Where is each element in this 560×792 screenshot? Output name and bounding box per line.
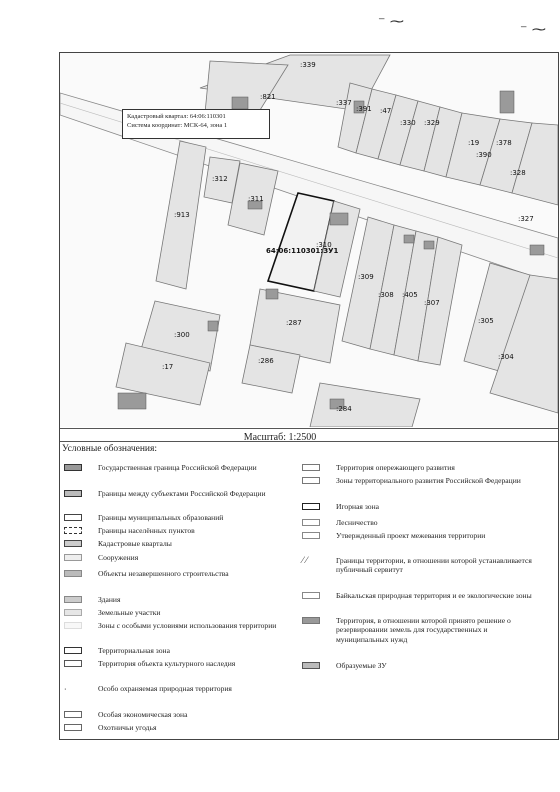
advanced-development-icon: [302, 464, 320, 471]
subject-border-icon: [64, 490, 82, 497]
map-scale: Масштаб: 1:2500: [243, 432, 317, 443]
handwritten-mark: ⁻ ⁓: [520, 22, 546, 38]
municipal-border-icon: [64, 514, 82, 521]
label-329: :329: [424, 119, 440, 127]
building: [266, 289, 278, 299]
land-plot-icon: [64, 609, 82, 616]
building: [118, 393, 146, 409]
label-307: :307: [424, 299, 440, 307]
settlement-border-icon: [64, 527, 82, 534]
reservation-icon: [302, 617, 320, 624]
label-zu1: 64:06:110301:ЗУ1: [266, 247, 339, 255]
label-287: :287: [286, 319, 302, 327]
cultural-heritage-icon: [64, 660, 82, 667]
building: [232, 97, 248, 109]
handwritten-mark: ⁻ ⁓: [378, 14, 404, 30]
servitude-icon: ⁄ ⁄: [302, 555, 308, 565]
label-47: :47: [380, 107, 392, 115]
building: [424, 241, 434, 249]
territorial-zone-icon: [64, 647, 82, 654]
divider: [60, 428, 558, 429]
label-310: :310: [316, 241, 332, 249]
label-390: :390: [476, 151, 492, 159]
divider: [60, 441, 558, 442]
label-286: :286: [258, 357, 274, 365]
hunting-ground-icon: [64, 724, 82, 731]
label-309: :309: [358, 273, 374, 281]
survey-project-icon: [302, 532, 320, 539]
label-327: :327: [518, 215, 534, 223]
building: [500, 91, 514, 113]
development-zone-icon: [302, 477, 320, 484]
label-378: :378: [496, 139, 512, 147]
protected-area-icon: ‧: [64, 685, 67, 694]
state-border-icon: [64, 464, 82, 471]
gambling-zone-icon: [302, 503, 320, 510]
label-330: :330: [400, 119, 416, 127]
forestry-icon: [302, 519, 320, 526]
cadastral-quarter-icon: [64, 540, 82, 547]
label-339: :339: [300, 61, 316, 69]
cadastral-map[interactable]: [60, 53, 558, 427]
building: [530, 245, 544, 255]
label-308: :308: [378, 291, 394, 299]
baikal-territory-icon: [302, 592, 320, 599]
label-300: :300: [174, 331, 190, 339]
label-304: :304: [498, 353, 514, 361]
label-913: :913: [174, 211, 190, 219]
label-312: :312: [212, 175, 228, 183]
label-391: :391: [356, 105, 372, 113]
map-info-box: [122, 109, 270, 139]
label-311: :311: [248, 195, 264, 203]
label-328: :328: [510, 169, 526, 177]
coordinate-system-text: Система координат: МСК-64, зона 1: [127, 122, 228, 129]
cadastral-quarter-text: Кадастровый квартал: 64:06:110301: [127, 113, 226, 120]
building: [330, 213, 348, 225]
building: [208, 321, 218, 331]
new-plot-icon: [302, 662, 320, 669]
label-821: :821: [260, 93, 276, 101]
unfinished-building-icon: [64, 570, 82, 577]
building: [404, 235, 414, 243]
label-305: :305: [478, 317, 494, 325]
building-icon: [64, 596, 82, 603]
label-17: :17: [162, 363, 174, 371]
special-zone-icon: [64, 622, 82, 629]
economic-zone-icon: [64, 711, 82, 718]
label-19: :19: [468, 139, 480, 147]
label-284: :284: [336, 405, 352, 413]
legend-title: Условные обозначения:: [62, 444, 158, 454]
label-337: :337: [336, 99, 352, 107]
structure-icon: [64, 554, 82, 561]
parcel-284[interactable]: [310, 383, 420, 427]
label-405: :405: [402, 291, 418, 299]
